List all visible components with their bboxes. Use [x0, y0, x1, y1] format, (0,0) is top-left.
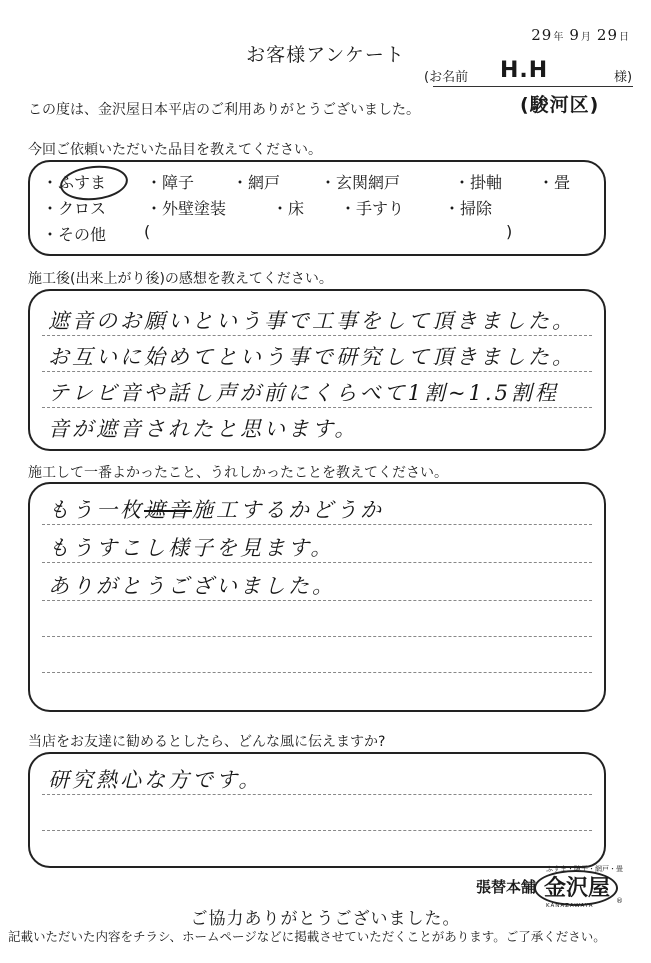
item-tatami: ・畳 — [538, 173, 571, 192]
answer-line: ありがとうございました。 — [48, 574, 336, 598]
ruled-line — [42, 600, 592, 601]
date-month: 9 — [569, 26, 580, 44]
answer-line: 音が遮音されたと思います。 — [48, 417, 359, 441]
recommend-box — [28, 752, 606, 868]
usage-notice: 記載いただいた内容をチラシ、ホームページなどに掲載させていただくことがあります。ご了承ください。 — [8, 929, 606, 944]
logo-tagline: ふすま・障子・網戸・畳 — [546, 865, 623, 873]
impression-box — [28, 289, 606, 451]
answer-text: もう一枚 — [48, 498, 144, 522]
closing-thanks: ご協力ありがとうございました。 — [190, 909, 461, 929]
best-thing-box — [28, 482, 606, 712]
ruled-line — [42, 335, 592, 336]
answer-text: 施工するかどうか — [192, 498, 384, 522]
date-year: 29 — [531, 26, 553, 44]
ruled-line — [42, 830, 592, 831]
name-suffix: 様) — [614, 70, 633, 85]
date-day: 29 — [596, 26, 618, 44]
item-genkan-amido: ・玄関網戸 — [320, 173, 401, 192]
answer-line: もうすこし様子を見ます。 — [48, 536, 335, 560]
item-cloth: ・クロス — [42, 199, 107, 218]
item-other: ・その他 — [42, 225, 107, 244]
item-kakejiku: ・掛軸 — [454, 173, 503, 192]
question-2: 施工後(出来上がり後)の感想を教えてください。 — [28, 271, 333, 287]
ruled-line — [42, 407, 592, 408]
question-1: 今回ご依頼いただいた品目を教えてください。 — [28, 142, 322, 158]
item-handrail: ・手すり — [340, 199, 405, 218]
other-paren-open: ( — [144, 222, 151, 241]
answer-line: 遮音のお願いという事で工事をして頂きました。 — [48, 309, 576, 333]
item-amido: ・網戸 — [232, 173, 281, 192]
intro-text: この度は、金沢屋日本平店のご利用ありがとうございました。 — [28, 102, 420, 118]
district: (駿河区) — [520, 94, 600, 116]
page-title: お客様アンケート — [246, 44, 405, 66]
name-value: H.H — [500, 58, 549, 83]
date — [531, 26, 635, 44]
ruled-line — [42, 794, 592, 795]
date-month-unit: 月 — [580, 32, 592, 43]
ruled-line — [42, 524, 592, 525]
answer-line: 研究熱心な方です。 — [48, 768, 263, 792]
question-4: 当店をお友達に勧めるとしたら、どんな風に伝えますか? — [28, 734, 386, 750]
other-paren-close: ) — [506, 222, 513, 241]
date-year-unit: 年 — [553, 32, 565, 43]
item-shoji: ・障子 — [146, 173, 195, 192]
item-fusuma: ・ふすま — [42, 173, 107, 192]
ruled-line — [42, 636, 592, 637]
item-cleaning: ・掃除 — [444, 199, 493, 218]
name-underline — [433, 86, 633, 87]
registered-mark: ® — [616, 897, 623, 905]
question-3: 施工して一番よかったこと、うれしかったことを教えてください。 — [28, 465, 448, 481]
item-exterior-paint: ・外壁塗装 — [146, 199, 227, 218]
logo-brand-b: 金沢屋 — [544, 875, 611, 901]
item-floor: ・床 — [272, 199, 305, 218]
name-label: (お名前 — [424, 70, 469, 85]
ruled-line — [42, 672, 592, 673]
logo-roman: KANAZAWAYA — [546, 903, 594, 909]
struck-text: 遮音 — [144, 498, 192, 522]
ruled-line — [42, 371, 592, 372]
answer-line — [48, 494, 384, 524]
logo-brand-a: 張替本舗 — [476, 878, 537, 896]
date-day-unit: 日 — [619, 32, 630, 43]
ruled-line — [42, 562, 592, 563]
answer-line: テレビ音や話し声が前にくらべて1割~1.5割程 — [48, 381, 559, 405]
answer-line: お互いに始めてという事で研究して頂きました。 — [48, 345, 576, 369]
